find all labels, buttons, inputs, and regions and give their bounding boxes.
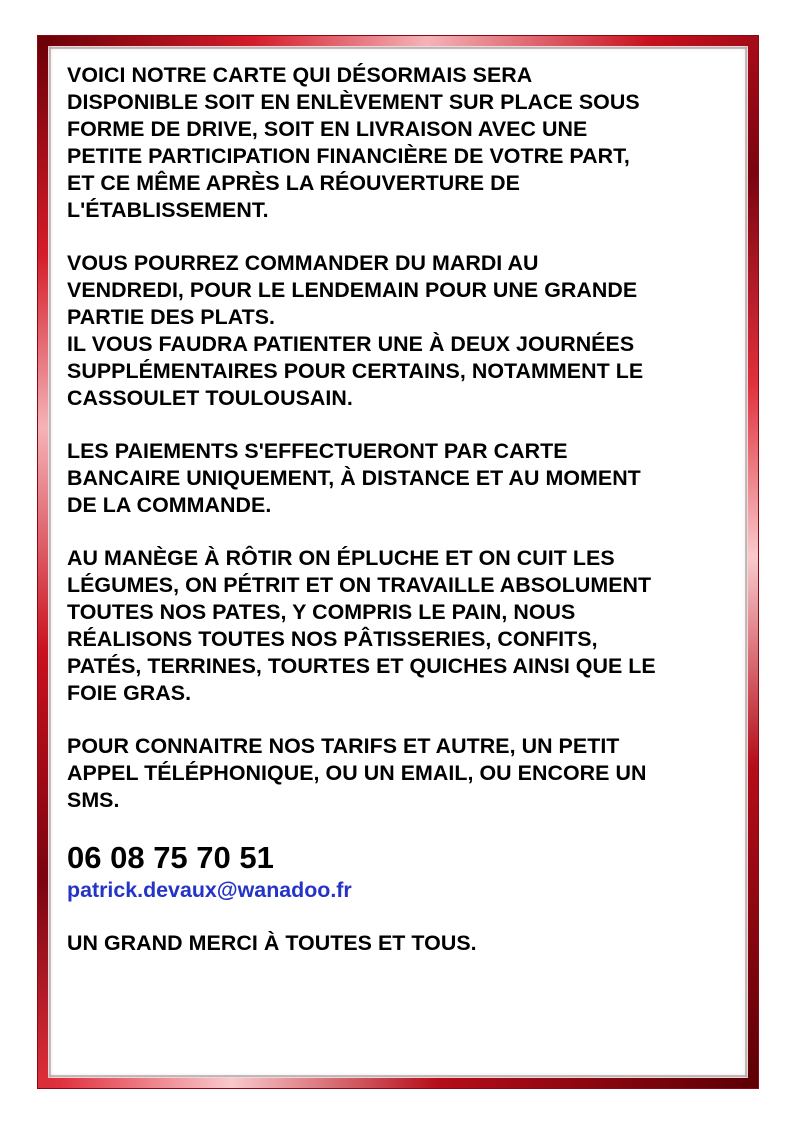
text-line: LÉGUMES, ON PÉTRIT ET ON TRAVAILLE ABSOLUMENT bbox=[67, 573, 652, 597]
email-link[interactable]: patrick.devaux@wanadoo.fr bbox=[67, 878, 352, 902]
text-line: APPEL TÉLÉPHONIQUE, OU UN EMAIL, OU ENCORE UN bbox=[67, 761, 647, 785]
text-line: PATÉS, TERRINES, TOURTES ET QUICHES AINSI QUE LE bbox=[67, 654, 656, 678]
text-line: SMS. bbox=[67, 788, 120, 812]
paragraph-ordering-days bbox=[67, 250, 737, 412]
paragraph-homemade bbox=[67, 545, 737, 707]
text-line: PARTIE DES PLATS. bbox=[67, 305, 276, 329]
text-line: POUR CONNAITRE NOS TARIFS ET AUTRE, UN PETIT bbox=[67, 734, 620, 758]
phone-number: 06 08 75 70 51 bbox=[67, 840, 274, 875]
text-line: VOUS POURREZ COMMANDER DU MARDI AU bbox=[67, 251, 539, 275]
text-line: CASSOULET TOULOUSAIN. bbox=[67, 386, 353, 410]
text-line: PETITE PARTICIPATION FINANCIÈRE DE VOTRE PART, bbox=[67, 144, 630, 168]
text-line: FOIE GRAS. bbox=[67, 681, 192, 705]
paragraph-payment bbox=[67, 438, 737, 519]
text-line: BANCAIRE UNIQUEMENT, À DISTANCE ET AU MOMENT bbox=[67, 466, 641, 490]
text-line: AU MANÈGE À RÔTIR ON ÉPLUCHE ET ON CUIT LES bbox=[67, 546, 615, 570]
text-line: SUPPLÉMENTAIRES POUR CERTAINS, NOTAMMENT LE bbox=[67, 359, 644, 383]
text-line: RÉALISONS TOUTES NOS PÂTISSERIES, CONFITS, bbox=[67, 627, 598, 651]
text-line: VOICI NOTRE CARTE QUI DÉSORMAIS SERA bbox=[67, 63, 533, 87]
text-line: IL VOUS FAUDRA PATIENTER UNE À DEUX JOURNÉES bbox=[67, 332, 635, 356]
text-line: DE LA COMMANDE. bbox=[67, 493, 272, 517]
text-line: ET CE MÊME APRÈS LA RÉOUVERTURE DE bbox=[67, 171, 520, 195]
document-body bbox=[67, 62, 737, 983]
text-line: L'ÉTABLISSEMENT. bbox=[67, 198, 269, 222]
closing-thanks: UN GRAND MERCI À TOUTES ET TOUS. bbox=[67, 931, 477, 955]
paragraph-contact-info bbox=[67, 733, 737, 814]
text-line: LES PAIEMENTS S'EFFECTUERONT PAR CARTE bbox=[67, 439, 568, 463]
text-line: DISPONIBLE SOIT EN ENLÈVEMENT SUR PLACE SOUS bbox=[67, 90, 640, 114]
text-line: VENDREDI, POUR LE LENDEMAIN POUR UNE GRANDE bbox=[67, 278, 638, 302]
text-line: TOUTES NOS PATES, Y COMPRIS LE PAIN, NOUS bbox=[67, 600, 576, 624]
text-line: FORME DE DRIVE, SOIT EN LIVRAISON AVEC UNE bbox=[67, 117, 588, 141]
paragraph-menu-availability bbox=[67, 62, 737, 224]
